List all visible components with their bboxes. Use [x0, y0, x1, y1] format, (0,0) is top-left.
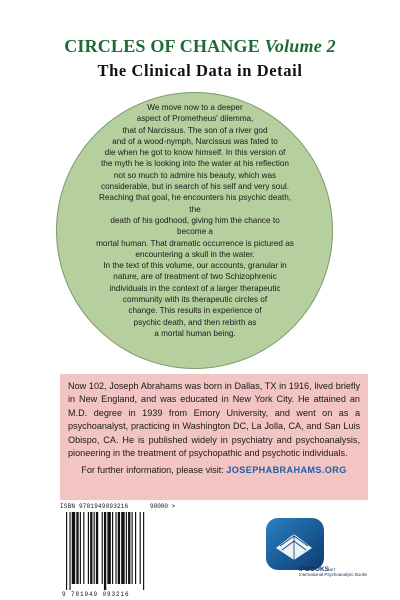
publisher-name: International Psychoanalytic Books	[299, 572, 368, 577]
barcode-bar	[69, 512, 70, 590]
title-volume: Volume 2	[264, 36, 336, 56]
circle-line: and of a wood-nymph, Narcissus was fated to	[112, 136, 278, 146]
circle-line: aspect of Prometheus' dilemma,	[136, 114, 254, 124]
barcode-bar	[118, 512, 120, 584]
barcode-bar	[83, 512, 84, 584]
further-info	[68, 465, 360, 475]
barcode-bar	[94, 512, 95, 584]
circle-line: the myth he is looking into the water at his reflection	[101, 159, 289, 169]
price-code: 90000 >	[150, 503, 176, 510]
author-bio: Now 102, Joseph Abrahams was born in Dallas, TX in 1916, lived briefly in New England, and was educated in New York City. He attained an M.D. degree in 1939 from Emory University, and went on as a psychoanalyst, practicing in Washington DC, La Jolla, CA, and San Luis Obispo, CA. He is published widely in psychiatry and psychoanalysis, pioneering in the treatment of psychopathic and psychotic individuals.	[68, 381, 360, 459]
circle-line: die when he got to know himself. In this version of	[104, 148, 286, 158]
barcode-bar	[66, 512, 67, 590]
barcode-bar	[72, 512, 75, 584]
circle-line: nature, are of treatment of two Schizophrenic	[113, 272, 277, 282]
isbn-label: ISBN 9781949093216	[60, 503, 129, 510]
circle-line: a mortal human being.	[154, 328, 236, 338]
barcode-bar	[115, 512, 116, 584]
barcode-bar	[112, 512, 113, 584]
barcode-bar	[121, 512, 124, 584]
circle-line: psychic death, and then rebirth as	[133, 317, 257, 327]
website-link[interactable]: JOSEPHABRAHAMS.ORG	[226, 465, 347, 476]
barcode-bar	[90, 512, 92, 584]
circle-line: Reaching that goal, he encounters his psychic death, the	[98, 193, 292, 214]
barcode-digits: 9 781949 093216	[62, 591, 130, 598]
circle-line: mortal human. That dramatic occurrence is pictured as	[96, 238, 294, 248]
circle-line: We move now to a deeper	[147, 103, 243, 112]
barcode-bar	[80, 512, 81, 584]
barcode-bar	[96, 512, 98, 584]
book-subtitle: The Clinical Data in Detail	[97, 61, 303, 80]
barcode-bar	[132, 512, 133, 584]
author-bio-box	[60, 374, 368, 500]
circle-line: change. This results in experience of	[128, 306, 262, 316]
barcode-bar	[107, 512, 110, 584]
book-title	[0, 36, 400, 57]
barcode-area	[60, 503, 180, 597]
barcode-bar	[104, 512, 106, 590]
barcode-bar	[140, 512, 141, 584]
title-block	[0, 36, 400, 81]
circle-line: In the text of this volume, our accounts, granular in	[103, 261, 287, 271]
circle-line: not so much to admire his beauty, which was	[113, 170, 277, 180]
further-info-label: For further information, please visit:	[81, 465, 227, 476]
barcode-bar	[102, 512, 103, 584]
barcode-bar	[128, 512, 130, 584]
circle-line: individuals in the context of a larger therapeutic	[109, 283, 281, 293]
publisher-logo	[266, 512, 370, 588]
circle-text	[96, 102, 294, 339]
barcode-bar	[143, 512, 144, 590]
circle-line: that of Narcissus. The son of a river god	[122, 125, 268, 135]
circle-line: community with its therapeutic circles of	[122, 295, 268, 305]
barcode-bar	[126, 512, 127, 584]
circle-line: considerable, but in search of his self and very soul.	[101, 182, 289, 192]
logo-suffix: NET	[328, 567, 336, 572]
barcode	[64, 512, 176, 590]
barcode-bar	[135, 512, 136, 584]
circle-line: encountering a skull in the water.	[135, 249, 255, 259]
title-main: CIRCLES OF CHANGE	[64, 36, 260, 56]
barcode-bar	[88, 512, 89, 584]
barcode-bar	[76, 512, 78, 584]
logo-wordmark: IPBOOKS	[299, 566, 329, 573]
circle-line: death of his godhood, giving him the chance to become a	[110, 215, 280, 237]
